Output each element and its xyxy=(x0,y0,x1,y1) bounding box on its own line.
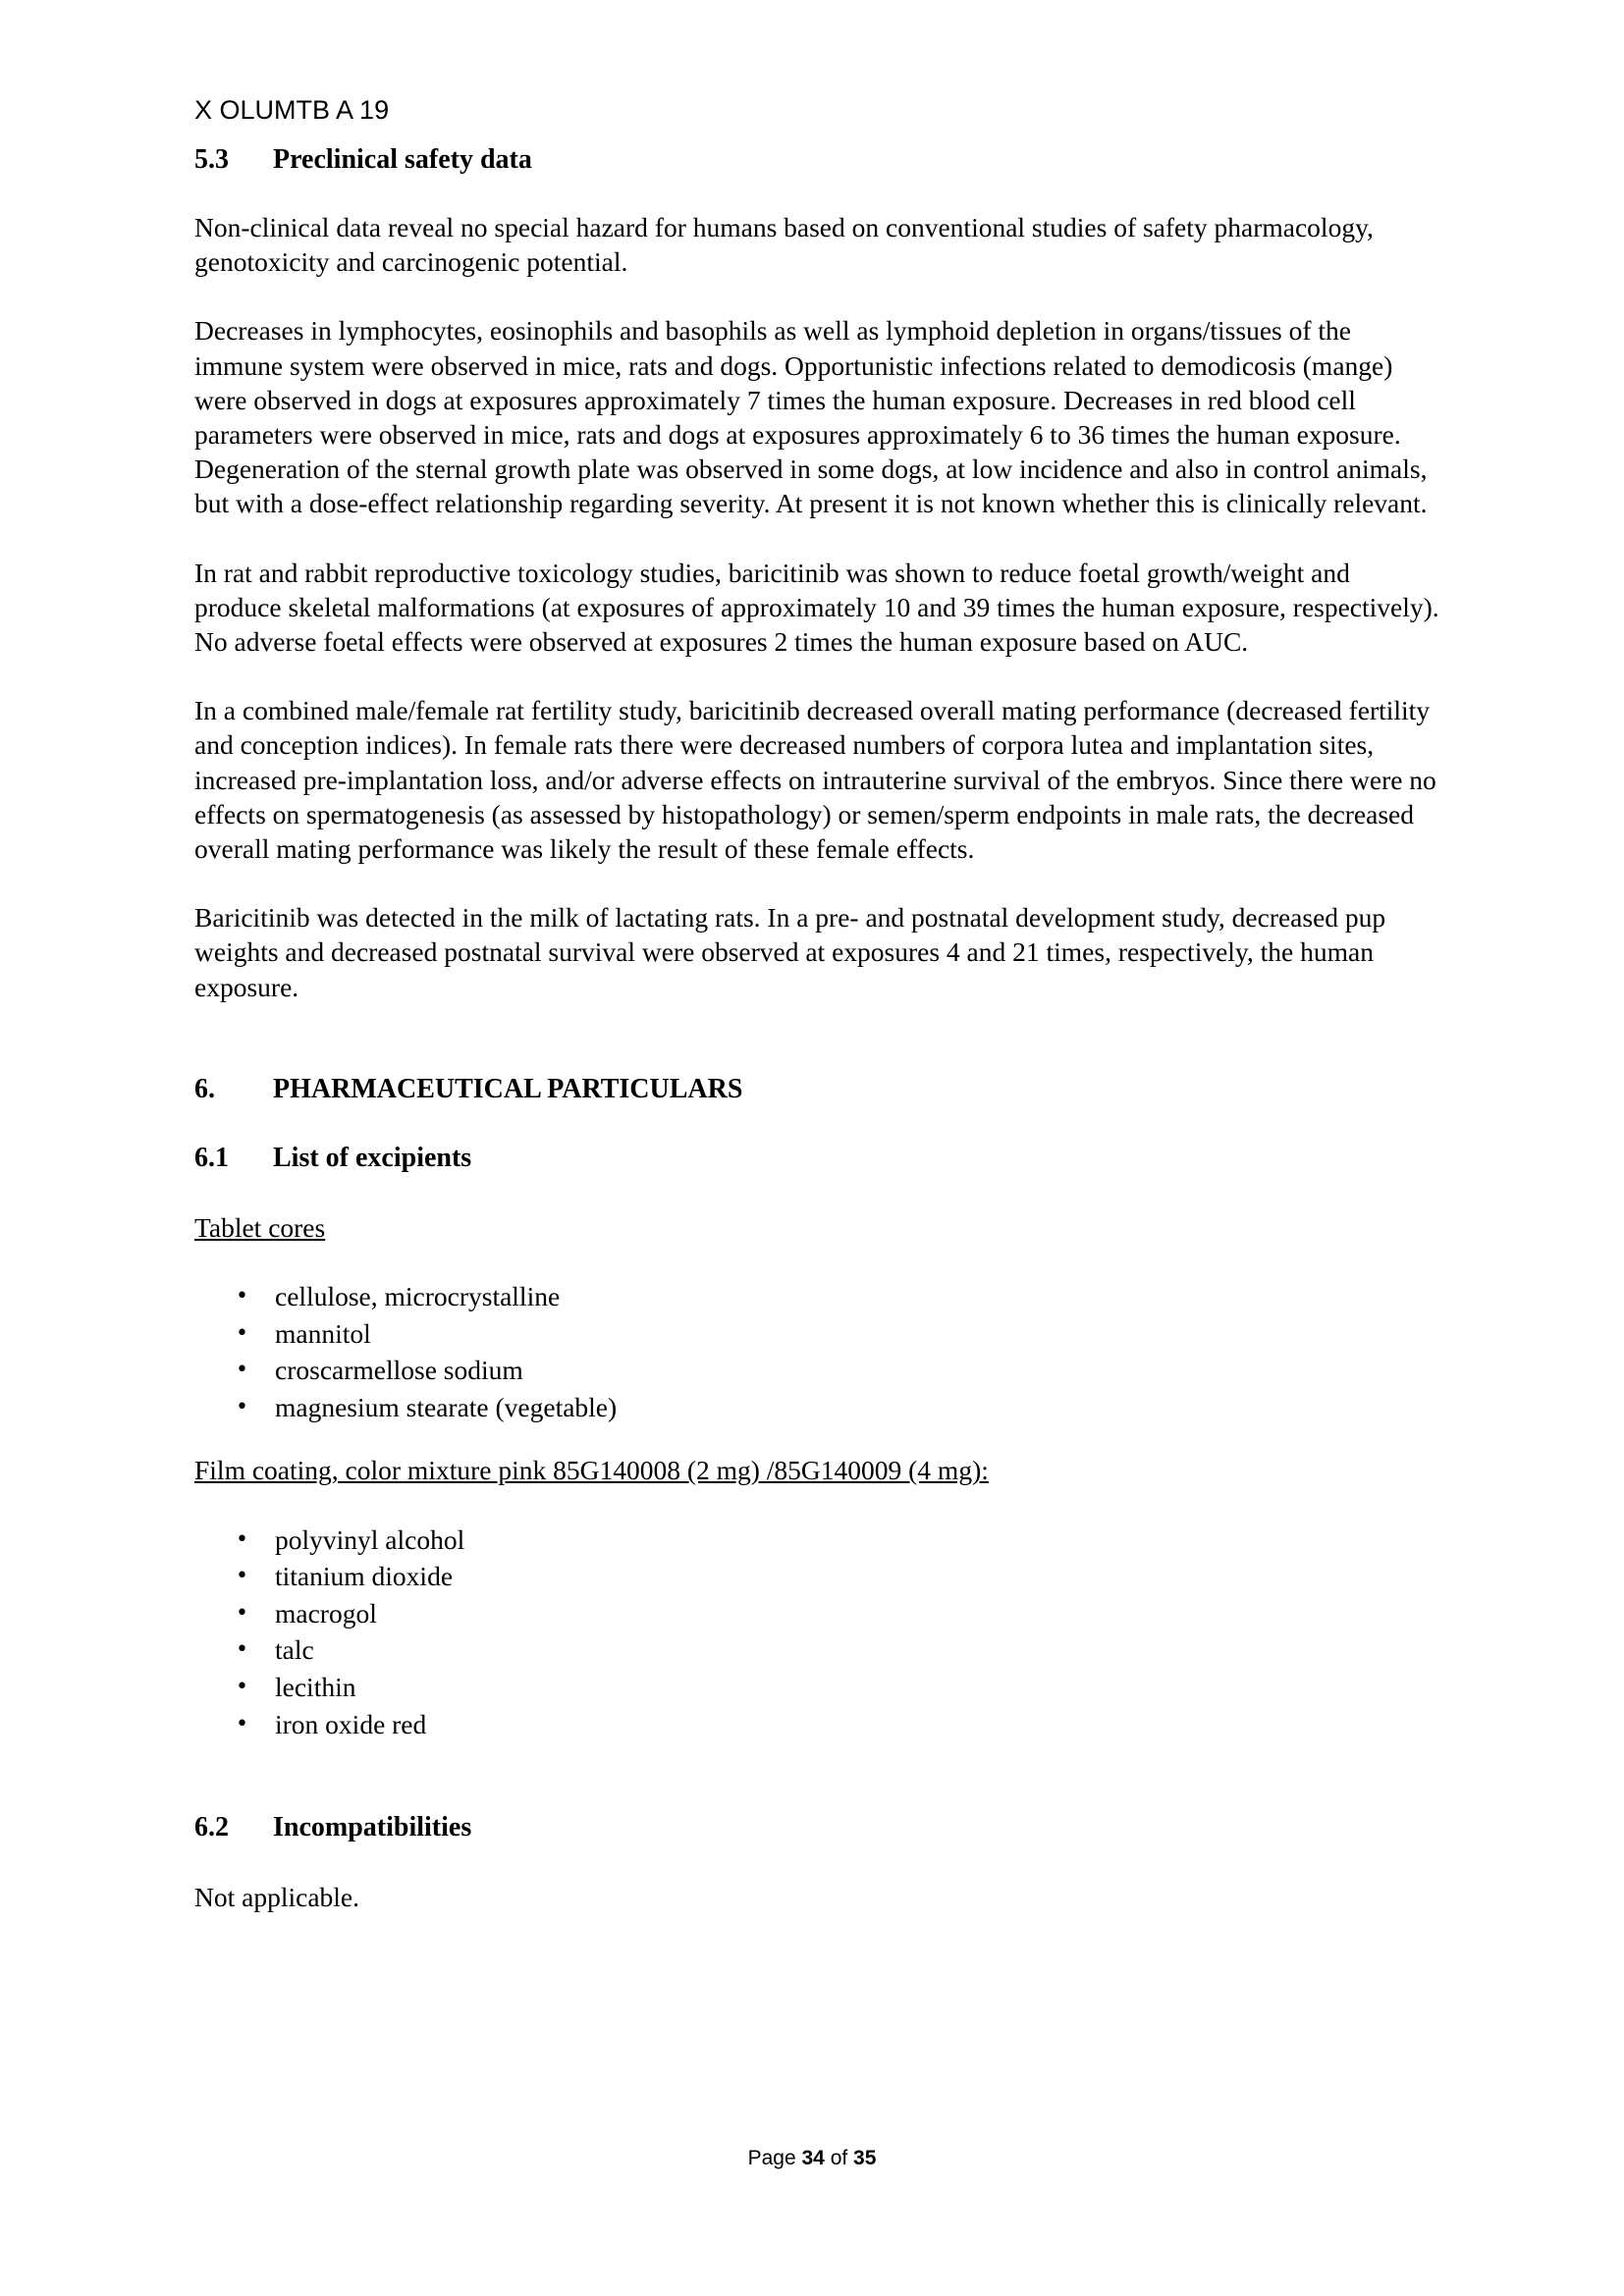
section-title: List of excipients xyxy=(273,1142,472,1173)
paragraph-fertility-study: In a combined male/female rat fertility study, baricitinib decreased overall mating performance (decreased fertility and conception indices). In female rats there were decreased numbers of corpora lutea and implantation sites, increased pre-implantation loss, and/or adverse effects on intrauterine survival of the embryos. Since there were no effects on spermatogenesis (as assessed by histopathology) or semen/sperm endpoints in male rats, the decreased overall mating performance was likely the result of these female effects. xyxy=(194,695,1436,865)
bullet-icon: • xyxy=(236,1675,248,1700)
list-item xyxy=(194,1522,1441,1559)
paragraph-reproductive-toxicology: In rat and rabbit reproductive toxicology studies, baricitinib was shown to reduce foetal growth/weight and produce skeletal malformations (at exposures of approximately 10 and 39 times the human exposure, respectively). No adverse foetal effects were observed at exposures 2 times the human exposure based on AUC. xyxy=(194,557,1439,658)
of-word: of xyxy=(830,2147,848,2169)
film-coating-list xyxy=(194,1522,1441,1743)
section-number: 6.2 xyxy=(194,1812,229,1843)
total-pages-number: 35 xyxy=(853,2147,877,2169)
section-title: PHARMACEUTICAL PARTICULARS xyxy=(273,1073,743,1104)
list-item xyxy=(194,1595,1441,1632)
paragraph-nonclinical: Non-clinical data reveal no special hazard for humans based on conventional studies of safety pharmacology, genotoxicity and carcinogenic potential. xyxy=(194,212,1374,278)
list-item xyxy=(194,1669,1441,1706)
section-title: Preclinical safety data xyxy=(273,144,532,175)
list-item-text: polyvinyl alcohol xyxy=(275,1523,465,1555)
list-item xyxy=(194,1706,1441,1743)
list-item xyxy=(194,1389,1441,1426)
tablet-cores-list xyxy=(194,1278,1441,1425)
list-item-text: croscarmellose sodium xyxy=(275,1355,523,1386)
section-6-1-heading xyxy=(194,1142,1441,1175)
current-page-number: 34 xyxy=(801,2147,825,2169)
list-item-text: iron oxide red xyxy=(275,1708,427,1739)
product-code-header: X OLUMTB A 19 xyxy=(194,95,390,125)
tablet-cores-label: Tablet cores xyxy=(194,1211,326,1243)
list-item xyxy=(194,1278,1441,1315)
list-item xyxy=(194,1315,1441,1353)
section-number: 5.3 xyxy=(194,144,229,175)
list-item-text: titanium dioxide xyxy=(275,1561,454,1592)
bullet-icon: • xyxy=(236,1526,248,1552)
bullet-icon: • xyxy=(236,1711,248,1736)
list-item-text: lecithin xyxy=(275,1672,356,1703)
document-page xyxy=(194,94,1441,1914)
list-item xyxy=(194,1631,1441,1669)
page-word: Page xyxy=(747,2147,796,2169)
incompatibilities-text: Not applicable. xyxy=(194,1882,359,1913)
list-item-text: cellulose, microcrystalline xyxy=(275,1281,561,1312)
section-6-2-heading xyxy=(194,1811,1441,1844)
bullet-icon: • xyxy=(236,1320,248,1346)
bullet-icon: • xyxy=(236,1394,248,1419)
list-item xyxy=(194,1352,1441,1389)
list-item xyxy=(194,1558,1441,1595)
list-item-text: talc xyxy=(275,1634,314,1666)
list-item-text: mannitol xyxy=(275,1317,371,1349)
section-number: 6. xyxy=(194,1073,215,1104)
section-number: 6.1 xyxy=(194,1142,229,1173)
bullet-icon: • xyxy=(236,1637,248,1663)
section-title: Incompatibilities xyxy=(273,1812,472,1843)
page-footer xyxy=(0,2146,1624,2171)
list-item-text: magnesium stearate (vegetable) xyxy=(275,1391,618,1422)
film-coating-label: Film coating, color mixture pink 85G140008 (2 mg) /85G140009 (4 mg): xyxy=(194,1455,989,1486)
paragraph-lactation: Baricitinib was detected in the milk of lactating rats. In a pre- and postnatal development study, decreased pup weights and decreased postnatal survival were observed at exposures 4 and 21 times, respectively, the human exposure. xyxy=(194,902,1386,1002)
section-5-3-heading xyxy=(194,143,1441,177)
paragraph-immune-effects: Decreases in lymphocytes, eosinophils and basophils as well as lymphoid depletion in organs/tissues of the immune system were observed in mice, rats and dogs. Opportunistic infections related to demodicosis (mange) were observed in dogs at exposures approximately 7 times the human exposure. Decreases in red blood cell parameters were observed in mice, rats and dogs at exposures approximately 6 to 36 times the human exposure. Degeneration of the sternal growth plate was observed in some dogs, at low incidence and also in control animals, but with a dose-effect relationship regarding severity. At present it is not known whether this is clinically relevant. xyxy=(194,315,1428,519)
list-item-text: macrogol xyxy=(275,1597,377,1629)
bullet-icon: • xyxy=(236,1284,248,1309)
bullet-icon: • xyxy=(236,1564,248,1589)
bullet-icon: • xyxy=(236,1358,248,1383)
section-6-heading xyxy=(194,1073,1441,1106)
bullet-icon: • xyxy=(236,1600,248,1626)
